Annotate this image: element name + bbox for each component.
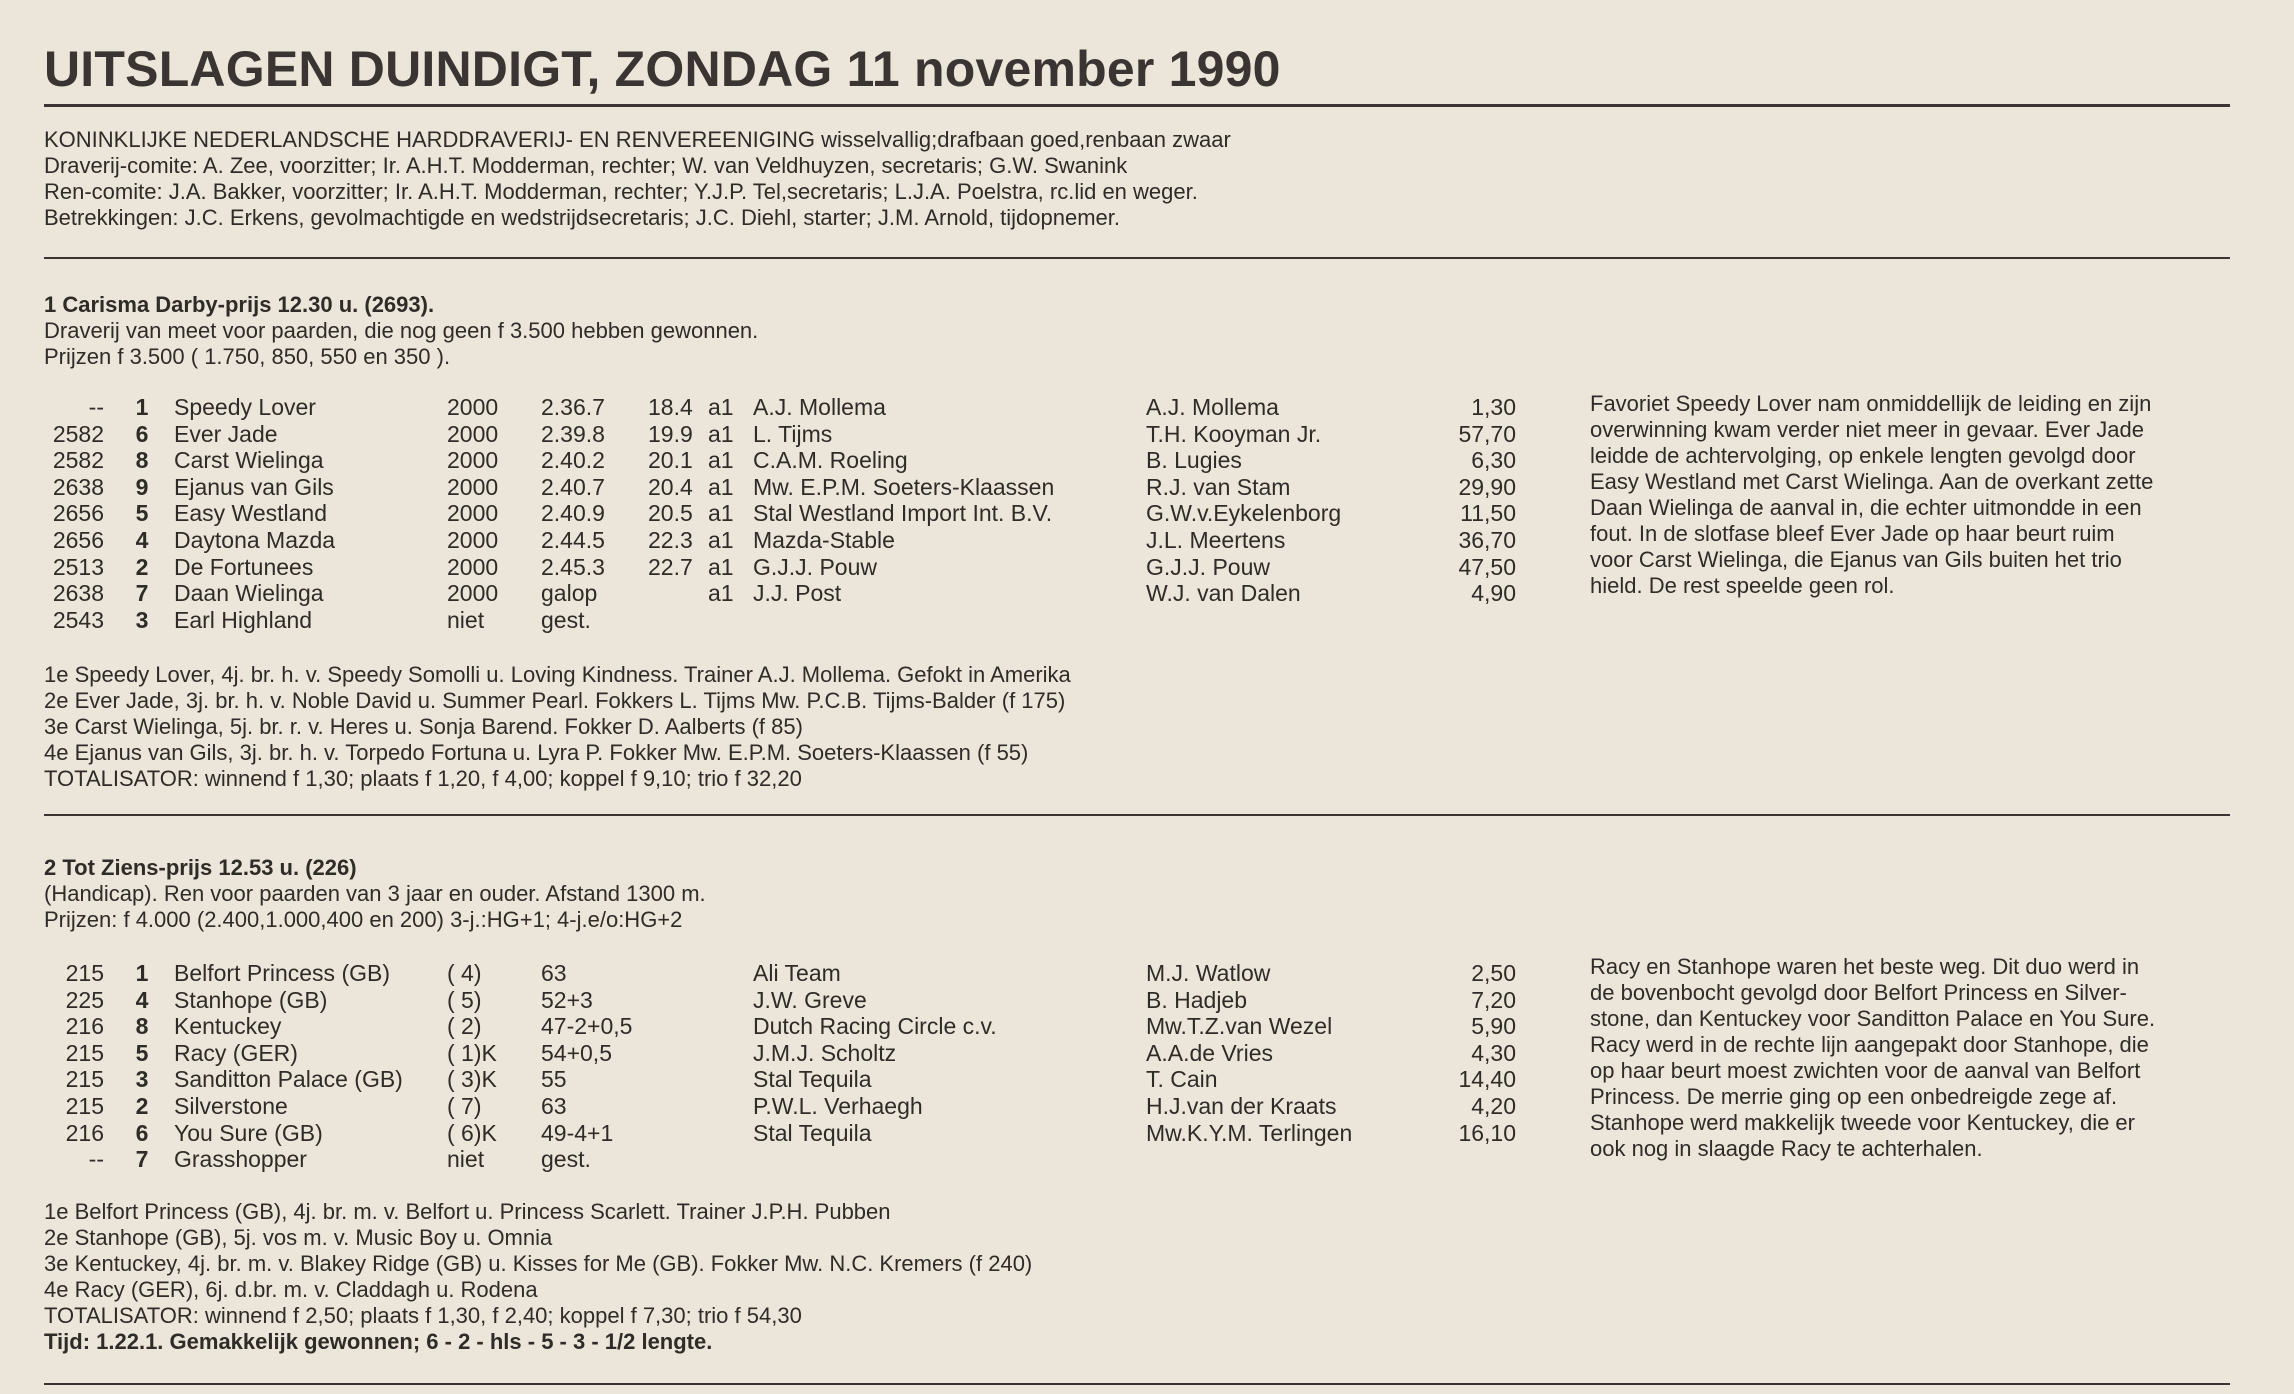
- km-time-cell: 22.3: [648, 526, 693, 553]
- start-box-cell: niet: [447, 1146, 485, 1173]
- report-line: Stanhope werd makkelijk tweede voor Kentuckey, die er: [1590, 1110, 2135, 1135]
- race1-results-table: [44, 394, 1516, 633]
- trainer-cell: G.J.J. Pouw: [1146, 553, 1270, 580]
- horse-name-cell: Ever Jade: [174, 420, 278, 447]
- weight-cell: 63: [541, 960, 567, 986]
- km-time-cell: 20.5: [648, 500, 693, 527]
- start-box-cell: ( 5): [447, 986, 482, 1013]
- result-row: [44, 1093, 1516, 1120]
- jockey-cell: T. Cain: [1146, 1066, 1218, 1093]
- jockey-cell: B. Hadjeb: [1146, 986, 1248, 1013]
- owner-cell: Ali Team: [753, 960, 841, 986]
- result-row: [44, 394, 1516, 421]
- header-block: [44, 127, 1231, 231]
- report-line: Racy werd in de rechte lijn aangepakt door Stanhope, die: [1590, 1032, 2149, 1057]
- weight-cell: 63: [541, 1092, 567, 1119]
- result-row: [44, 1146, 1516, 1173]
- race1-title: 1 Carisma Darby-prijs 12.30 u. (2693).: [44, 292, 435, 317]
- placing-line: 3e Carst Wielinga, 5j. br. r. v. Heres u. Sonja Barend. Fokker D. Aalberts (f 85): [44, 714, 803, 739]
- odds-cell: 2,50: [1471, 960, 1516, 986]
- weight-cell: gest.: [541, 1146, 591, 1173]
- class-cell: a1: [708, 500, 734, 527]
- class-cell: a1: [708, 526, 734, 553]
- driver-cell: J.J. Post: [753, 580, 842, 607]
- owner-cell: J.M.J. Scholtz: [753, 1039, 897, 1066]
- report-line: Princess. De merrie ging op een onbedreigde zege af.: [1590, 1084, 2118, 1109]
- report-line: de bovenbocht gevolgd door Belfort Princess en Silver-: [1590, 980, 2127, 1005]
- header-line: Ren-comite: J.A. Bakker, voorzitter; Ir. A.H.T. Modderman, rechter; Y.J.P. Tel,secretaris; L.J.A. Poelstra, rc.lid en weger.: [44, 179, 1198, 204]
- horse-name-cell: Daytona Mazda: [174, 526, 336, 553]
- odds-cell: 5,90: [1471, 1013, 1516, 1040]
- placing-line: 1e Speedy Lover, 4j. br. h. v. Speedy Somolli u. Loving Kindness. Trainer A.J. Mollema. Gefokt in Amerika: [44, 662, 1071, 687]
- horse-number-cell: 2: [135, 1092, 149, 1119]
- owner-cell: Stal Tequila: [753, 1066, 872, 1093]
- odds-cell: 16,10: [1458, 1119, 1516, 1146]
- race2-placings: [44, 1199, 1032, 1355]
- class-cell: a1: [708, 420, 734, 447]
- race2-desc: (Handicap). Ren voor paarden van 3 jaar en ouder. Afstand 1300 m.: [44, 881, 706, 906]
- result-row: [44, 474, 1516, 501]
- previous-race-cell: 2656: [52, 526, 104, 553]
- previous-race-cell: 2582: [52, 447, 104, 474]
- race1-desc: Prijzen f 3.500 ( 1.750, 850, 550 en 350 ).: [44, 344, 451, 369]
- report-line: Daan Wielinga de aanval in, die echter uitmondde in een: [1590, 495, 2142, 520]
- horse-name-cell: Stanhope (GB): [174, 986, 328, 1013]
- trainer-cell: T.H. Kooyman Jr.: [1146, 420, 1322, 447]
- distance-cell: 2000: [447, 394, 499, 420]
- result-row: [44, 421, 1516, 448]
- owner-cell: J.W. Greve: [753, 986, 867, 1013]
- previous-race-cell: --: [88, 1146, 104, 1173]
- header-line: Betrekkingen: J.C. Erkens, gevolmachtigde en wedstrijdsecretaris; J.C. Diehl, starter; J.M. Arnold, tijdopnemer.: [44, 205, 1121, 230]
- race-time-cell: 2.40.2: [541, 447, 605, 474]
- horse-number-cell: 3: [135, 606, 149, 633]
- horse-number-cell: 7: [135, 580, 149, 607]
- result-row: [44, 580, 1516, 607]
- horse-name-cell: Belfort Princess (GB): [174, 960, 390, 986]
- jockey-cell: M.J. Watlow: [1146, 960, 1271, 986]
- title-rule: [44, 104, 2230, 107]
- race-time-cell: gest.: [541, 606, 591, 633]
- odds-cell: [1446, 607, 1516, 634]
- horse-name-cell: Ejanus van Gils: [174, 473, 334, 500]
- owner-cell: [753, 1146, 1146, 1173]
- report-line: overwinning kwam verder niet meer in gevaar. Ever Jade: [1590, 417, 2144, 442]
- driver-cell: [753, 607, 1146, 634]
- driver-cell: A.J. Mollema: [753, 394, 886, 420]
- header-line: KONINKLIJKE NEDERLANDSCHE HARDDRAVERIJ- EN RENVEREENIGING wisselvallig;drafbaan goed,renbaan zwaar: [44, 127, 1231, 152]
- previous-race-cell: 216: [65, 1013, 104, 1040]
- horse-number-cell: 5: [135, 500, 149, 527]
- horse-name-cell: Silverstone: [174, 1092, 288, 1119]
- race2-desc: Prijzen: f 4.000 (2.400,1.000,400 en 200) 3-j.:HG+1; 4-j.e/o:HG+2: [44, 907, 683, 932]
- odds-cell: 29,90: [1458, 473, 1516, 500]
- result-row: [44, 527, 1516, 554]
- owner-cell: Dutch Racing Circle c.v.: [753, 1013, 997, 1040]
- odds-cell: 11,50: [1460, 500, 1516, 527]
- distance-cell: 2000: [447, 553, 499, 580]
- race1-heading-block: [44, 292, 758, 370]
- horse-name-cell: Earl Highland: [174, 606, 313, 633]
- previous-race-cell: 215: [65, 1066, 104, 1093]
- odds-cell: 1,30: [1471, 394, 1516, 420]
- driver-cell: Mazda-Stable: [753, 526, 895, 553]
- owner-cell: Stal Tequila: [753, 1119, 872, 1146]
- previous-race-cell: 2543: [52, 606, 104, 633]
- section-divider: [44, 814, 2230, 816]
- km-time-cell: 22.7: [648, 553, 693, 580]
- previous-race-cell: 216: [65, 1119, 104, 1146]
- horse-name-cell: Daan Wielinga: [174, 580, 324, 607]
- result-row: [44, 960, 1516, 987]
- horse-number-cell: 6: [135, 420, 149, 447]
- previous-race-cell: 215: [65, 1039, 104, 1066]
- report-line: leidde de achtervolging, op enkele lengten gevolgd door: [1590, 443, 2136, 468]
- weight-cell: 52+3: [541, 986, 593, 1013]
- trainer-cell: W.J. van Dalen: [1146, 580, 1301, 607]
- km-time-cell: [648, 580, 708, 607]
- driver-cell: Mw. E.P.M. Soeters-Klaassen: [753, 473, 1055, 500]
- driver-cell: C.A.M. Roeling: [753, 447, 908, 474]
- odds-cell: 6,30: [1471, 447, 1516, 474]
- horse-number-cell: 8: [135, 447, 149, 474]
- result-row: [44, 987, 1516, 1014]
- trainer-cell: J.L. Meertens: [1146, 526, 1286, 553]
- weight-cell: 54+0,5: [541, 1039, 612, 1066]
- distance-cell: 2000: [447, 473, 499, 500]
- odds-cell: 4,30: [1471, 1039, 1516, 1066]
- horse-name-cell: Carst Wielinga: [174, 447, 324, 474]
- race1-placings: [44, 662, 1071, 792]
- horse-number-cell: 7: [135, 1146, 149, 1173]
- section-divider: [44, 257, 2230, 259]
- race-time-cell: 2.39.8: [541, 420, 605, 447]
- jockey-cell: H.J.van der Kraats: [1146, 1092, 1337, 1119]
- weight-cell: 55: [541, 1066, 567, 1093]
- previous-race-cell: 2638: [52, 473, 104, 500]
- placing-line: 2e Stanhope (GB), 5j. vos m. v. Music Boy u. Omnia: [44, 1225, 553, 1250]
- class-cell: a1: [708, 447, 734, 474]
- horse-name-cell: Sanditton Palace (GB): [174, 1066, 403, 1093]
- trainer-cell: B. Lugies: [1146, 447, 1242, 474]
- previous-race-cell: 2656: [52, 500, 104, 527]
- horse-number-cell: 6: [135, 1119, 149, 1146]
- distance-cell: 2000: [447, 580, 499, 607]
- odds-cell: 4,90: [1471, 580, 1516, 607]
- horse-name-cell: Kentuckey: [174, 1013, 282, 1040]
- placing-line: 4e Ejanus van Gils, 3j. br. h. v. Torpedo Fortuna u. Lyra P. Fokker Mw. E.P.M. Soeters-Klaassen (f 55): [44, 740, 1029, 765]
- section-divider: [44, 1383, 2230, 1385]
- race-time-cell: 2.45.3: [541, 553, 605, 580]
- km-time-cell: 19.9: [648, 420, 693, 447]
- result-row: [44, 1013, 1516, 1040]
- horse-number-cell: 4: [135, 526, 149, 553]
- horse-name-cell: You Sure (GB): [174, 1119, 323, 1146]
- result-row: [44, 500, 1516, 527]
- distance-cell: 2000: [447, 420, 499, 447]
- result-row: [44, 447, 1516, 474]
- trainer-cell: G.W.v.Eykelenborg: [1146, 500, 1342, 527]
- odds-cell: 36,70: [1458, 526, 1516, 553]
- result-row: [44, 1040, 1516, 1067]
- page-title: UITSLAGEN DUINDIGT, ZONDAG 11 november 1990: [44, 41, 1281, 97]
- horse-number-cell: 1: [135, 960, 149, 986]
- horse-name-cell: Grasshopper: [174, 1146, 307, 1173]
- trainer-cell: A.J. Mollema: [1146, 394, 1279, 420]
- horse-name-cell: De Fortunees: [174, 553, 314, 580]
- result-row: [44, 1120, 1516, 1147]
- race1-desc: Draverij van meet voor paarden, die nog geen f 3.500 hebben gewonnen.: [44, 318, 759, 343]
- odds-cell: 4,20: [1471, 1092, 1516, 1119]
- result-row: [44, 1066, 1516, 1093]
- totalisator-line: TOTALISATOR: winnend f 2,50; plaats f 1,30, f 2,40; koppel f 7,30; trio f 54,30: [44, 1303, 802, 1328]
- race1-report: [1590, 391, 2230, 599]
- distance-cell: 2000: [447, 526, 499, 553]
- class-cell: a1: [708, 394, 734, 420]
- previous-race-cell: 225: [65, 986, 104, 1013]
- class-cell: a1: [708, 580, 734, 607]
- horse-number-cell: 1: [135, 394, 149, 420]
- previous-race-cell: --: [88, 394, 104, 420]
- distance-cell: 2000: [447, 500, 499, 527]
- jockey-cell: [1146, 1146, 1446, 1173]
- report-line: voor Carst Wielinga, die Ejanus van Gils buiten het trio: [1590, 547, 2122, 572]
- km-time-cell: 18.4: [648, 394, 693, 420]
- horse-number-cell: 8: [135, 1013, 149, 1040]
- odds-cell: 57,70: [1458, 420, 1516, 447]
- race-time-cell: 2.44.5: [541, 526, 605, 553]
- horse-name-cell: Speedy Lover: [174, 394, 316, 420]
- race-time-line: Tijd: 1.22.1. Gemakkelijk gewonnen; 6 - 2 - hls - 5 - 3 - 1/2 lengte.: [44, 1329, 713, 1354]
- km-time-cell: 20.1: [648, 447, 693, 474]
- class-cell: a1: [708, 473, 734, 500]
- report-line: Racy en Stanhope waren het beste weg. Dit duo werd in: [1590, 954, 2140, 979]
- odds-cell: 7,20: [1471, 986, 1516, 1013]
- km-time-cell: [648, 607, 708, 634]
- report-line: fout. In de slotfase bleef Ever Jade op haar beurt ruim: [1590, 521, 2115, 546]
- start-box-cell: ( 4): [447, 960, 482, 986]
- horse-number-cell: 2: [135, 553, 149, 580]
- previous-race-cell: 215: [65, 1092, 104, 1119]
- start-box-cell: ( 1)K: [447, 1039, 497, 1066]
- driver-cell: L. Tijms: [753, 420, 833, 447]
- report-line: Easy Westland met Carst Wielinga. Aan de overkant zette: [1590, 469, 2154, 494]
- previous-race-cell: 2638: [52, 580, 104, 607]
- trainer-cell: [1146, 607, 1446, 634]
- odds-cell: 14,40: [1458, 1066, 1516, 1093]
- report-line: hield. De rest speelde geen rol.: [1590, 573, 1895, 598]
- odds-cell: 47,50: [1458, 553, 1516, 580]
- placing-line: 3e Kentuckey, 4j. br. m. v. Blakey Ridge (GB) u. Kisses for Me (GB). Fokker Mw. N.C. Kremers (f 240): [44, 1251, 1033, 1276]
- km-time-cell: 20.4: [648, 473, 693, 500]
- race2-title: 2 Tot Ziens-prijs 12.53 u. (226): [44, 855, 357, 880]
- race-time-cell: 2.40.7: [541, 473, 605, 500]
- report-line: Favoriet Speedy Lover nam onmiddellijk de leiding en zijn: [1590, 391, 2152, 416]
- driver-cell: G.J.J. Pouw: [753, 553, 877, 580]
- class-cell: a1: [708, 553, 734, 580]
- previous-race-cell: 2513: [52, 553, 104, 580]
- owner-cell: P.W.L. Verhaegh: [753, 1092, 923, 1119]
- horse-number-cell: 3: [135, 1066, 149, 1093]
- start-box-cell: ( 6)K: [447, 1119, 497, 1146]
- report-line: stone, dan Kentuckey voor Sanditton Palace en You Sure.: [1590, 1006, 2156, 1031]
- race-time-cell: 2.36.7: [541, 394, 605, 420]
- jockey-cell: Mw.K.Y.M. Terlingen: [1146, 1119, 1353, 1146]
- horse-number-cell: 9: [135, 473, 149, 500]
- previous-race-cell: 215: [65, 960, 104, 986]
- race-time-cell: 2.40.9: [541, 500, 605, 527]
- race2-heading-block: [44, 855, 706, 933]
- start-box-cell: ( 7): [447, 1092, 482, 1119]
- distance-cell: 2000: [447, 447, 499, 474]
- trainer-cell: R.J. van Stam: [1146, 473, 1291, 500]
- horse-name-cell: Racy (GER): [174, 1039, 298, 1066]
- totalisator-line: TOTALISATOR: winnend f 1,30; plaats f 1,20, f 4,00; koppel f 9,10; trio f 32,20: [44, 766, 802, 791]
- race2-results-table: [44, 960, 1516, 1173]
- start-box-cell: ( 2): [447, 1013, 482, 1040]
- race-time-cell: galop: [541, 580, 598, 607]
- odds-cell: [1446, 1146, 1516, 1173]
- placing-line: 1e Belfort Princess (GB), 4j. br. m. v. Belfort u. Princess Scarlett. Trainer J.P.H. Pubben: [44, 1199, 891, 1224]
- header-line: Draverij-comite: A. Zee, voorzitter; Ir. A.H.T. Modderman, rechter; W. van Veldhuyzen, secretaris; G.W. Swanink: [44, 153, 1128, 178]
- previous-race-cell: 2582: [52, 420, 104, 447]
- horse-number-cell: 4: [135, 986, 149, 1013]
- report-line: ook nog in slaagde Racy te achterhalen.: [1590, 1136, 1983, 1161]
- distance-cell: niet: [447, 606, 485, 633]
- result-row: [44, 554, 1516, 581]
- start-box-cell: ( 3)K: [447, 1066, 497, 1093]
- race2-report: [1590, 954, 2230, 1162]
- class-cell: [708, 607, 753, 634]
- horse-number-cell: 5: [135, 1039, 149, 1066]
- weight-cell: 49-4+1: [541, 1119, 614, 1146]
- jockey-cell: Mw.T.Z.van Wezel: [1146, 1013, 1333, 1040]
- weight-cell: 47-2+0,5: [541, 1013, 633, 1040]
- driver-cell: Stal Westland Import Int. B.V.: [753, 500, 1053, 527]
- jockey-cell: A.A.de Vries: [1146, 1039, 1273, 1066]
- horse-name-cell: Easy Westland: [174, 500, 327, 527]
- result-row: [44, 607, 1516, 634]
- placing-line: 2e Ever Jade, 3j. br. h. v. Noble David u. Summer Pearl. Fokkers L. Tijms Mw. P.C.B. Tijms-Balder (f 175): [44, 688, 1066, 713]
- placing-line: 4e Racy (GER), 6j. d.br. m. v. Claddagh u. Rodena: [44, 1277, 538, 1302]
- report-line: op haar beurt moest zwichten voor de aanval van Belfort: [1590, 1058, 2141, 1083]
